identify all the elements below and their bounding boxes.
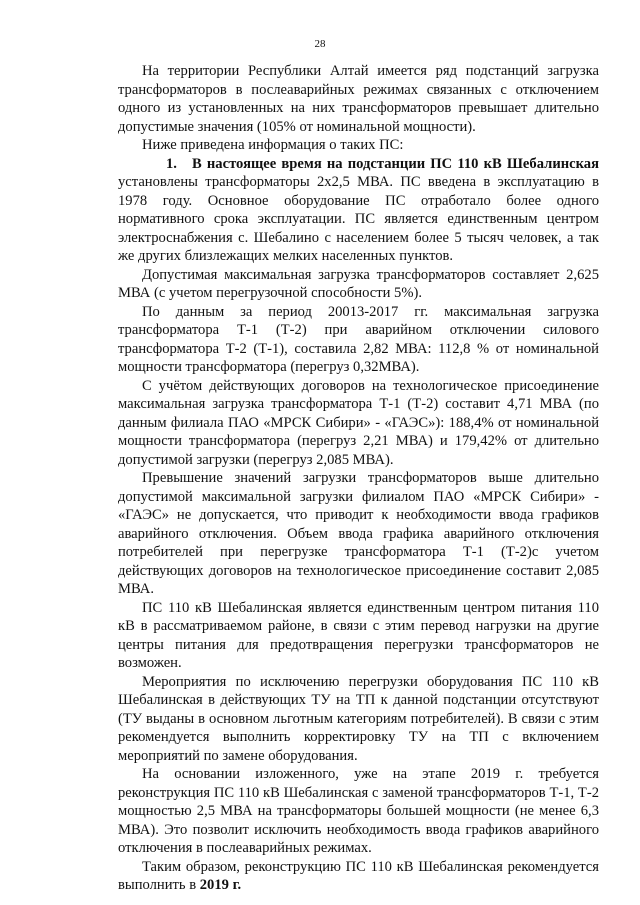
- paragraph-reconstruction: На основании изложенного, уже на этапе 2019 г. требуется реконструкция ПС 110 кВ Шебалинская с заменой трансформаторов Т-1, Т-2 мощностью 2,5 МВА на трансформаторы большей мощности (не менее 6,3 МВА). Это позволит исключить необходимость ввода графиков аварийного отключения в послеаварийных режимах.: [118, 766, 599, 856]
- paragraph-overload-consequence: Превышение значений загрузки трансформаторов выше длительно допустимой максимальной загрузки филиалом ПАО «МРСК Сибири» - «ГАЭС» не допускается, что приводит к необходимости ввода графиков аварийного отключения. Объем ввода графика аварийного отключения потребителей при перегрузке трансформатора Т-1 (Т-2)с учетом действующих договоров на технологическое присоединение составит 2,085 МВА.: [118, 470, 599, 597]
- conclusion-text: Таким образом, реконструкцию ПС 110 кВ Шебалинская рекомендуется выполнить в: [118, 858, 599, 893]
- conclusion-year: 2019 г.: [199, 877, 242, 893]
- substation-description: установлены трансформаторы 2х2,5 МВА. ПС введена в эксплуатацию в 1978 году. Основное оборудование ПС отработало более одного нормативного срока эксплуатации. ПС является единственным центром электроснабжения с. Шебалино с населением более 5 тысяч человек, а так же других близлежащих мелких населенных пунктов.: [118, 174, 599, 264]
- paragraph-list-lead: Ниже приведена информация о таких ПС:: [142, 137, 404, 153]
- paragraph-measures: Мероприятия по исключению перегрузки оборудования ПС 110 кВ Шебалинская в действующих ТУ на ТП к данной подстанции отсутствуют (ТУ выданы в основном льготным категориям потребителей). В связи с этим рекомендуется выполнить корректировку ТУ на ТП с включением мероприятий по замене оборудования.: [118, 673, 599, 764]
- paragraph-item-1: [118, 155, 599, 266]
- page-number: 28: [314, 38, 326, 50]
- substation-heading: В настоящее время на подстанции ПС 110 кВ Шебалинская: [192, 155, 599, 172]
- list-item-number: 1.: [166, 155, 177, 172]
- paragraph-load-history: По данным за период 20013-2017 гг. максимальная загрузка трансформатора Т-1 (Т-2) при аварийном отключении силового трансформатора Т-2 (Т-1), составила 2,82 МВА: 112,8 % от номинальной мощности трансформатора (перегруз 0,32МВА).: [118, 303, 599, 375]
- paragraph-conclusion: [118, 858, 599, 895]
- paragraph-single-center: ПС 110 кВ Шебалинская является единственным центром питания 110 кВ в рассматриваемом районе, в связи с этим перевод нагрузки на другие центры питания для предотвращения перегрузки трансформаторов не возможен.: [118, 599, 599, 671]
- document-body: [118, 62, 599, 895]
- paragraph-contract-load: С учётом действующих договоров на технологическое присоединение максимальная загрузка трансформатора Т-1 (Т-2) составит 4,71 МВА (по данным филиала ПАО «МРСК Сибири» - «ГАЭС»): 188,4% от номинальной мощности трансформатора (перегруз 2,21 МВА) и 179,42% от длительно допустимой загрузки (перегруз 2,085 МВА).: [118, 377, 599, 468]
- paragraph-allowed-load: Допустимая максимальная загрузка трансформаторов составляет 2,625 МВА (с учетом перегрузочной способности 5%).: [118, 266, 599, 301]
- paragraph-intro: На территории Республики Алтай имеется ряд подстанций загрузка трансформаторов в послеаварийных режимах связанных с отключением одного из установленных на них трансформаторов превышает длительно допустимые значения (105% от номинальной мощности).: [118, 63, 599, 135]
